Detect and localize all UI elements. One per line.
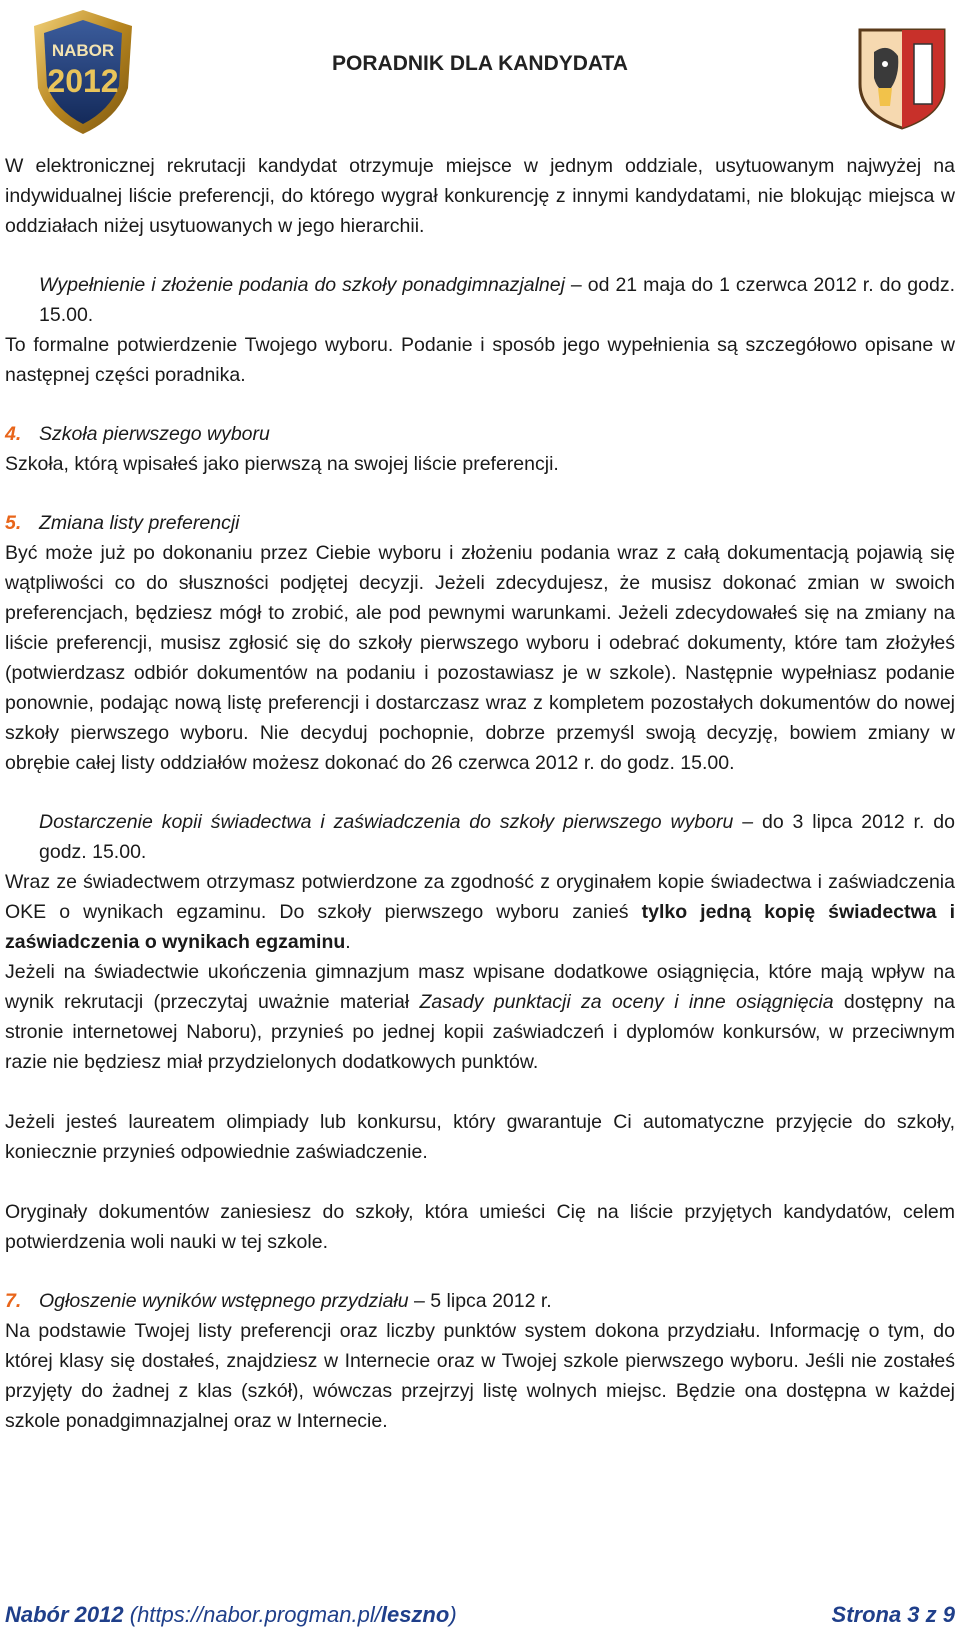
section-number xyxy=(5,807,39,837)
section-body: To formalne potwierdzenie Twojego wyboru. Podanie i sposób jego wypełnienia są szczegółowo opisane w następnej części poradnika. xyxy=(5,334,955,386)
section-body: Na podstawie Twojej listy preferencji oraz liczby punktów system dokona przydziału. Informację o tym, do której klasy się dostałeś, znajdziesz w Internecie oraz w Twojej szkole pierwszego wyboru. Jeśli nie zostałeś przyjęty do żadnej z klas (szkół), wówczas przejrzyj listę wolnych miejsc. Będzie ona dostępna w każdej szkole ponadgimnazjalnej oraz w Internecie. xyxy=(5,1320,955,1432)
page-header-title: PORADNIK DLA KANDYDATA xyxy=(332,52,628,75)
section-body-4: Oryginały dokumentów zaniesiesz do szkoły, która umieści Cię na liście przyjętych kandydatów, celem potwierdzenia woli nauki w tej szkole. xyxy=(5,1201,955,1253)
nabor-2012-logo xyxy=(28,8,138,136)
section-7 xyxy=(5,1286,955,1436)
footer-source: Nabór 2012 (https://nabor.progman.pl/leszno) xyxy=(5,1602,457,1627)
section-date: – od 21 maja do 1 czerwca 2012 r. do godz. 15.00. xyxy=(39,274,955,326)
section-title: Zmiana listy preferencji xyxy=(39,512,240,534)
document-reference: Zasady punktacji za oceny i inne osiągnięcia xyxy=(419,991,834,1013)
section-body-1: Wraz ze świadectwem otrzymasz potwierdzone za zgodność z oryginałem kopie świadectwa i zaświadczenia OKE o wynikach egzaminu. Do szkoły pierwszego wyboru zanieś tylko jedną kopię świadectwa i zaświadczenia o wynikach egzaminu. xyxy=(5,871,955,953)
section-number xyxy=(5,270,39,300)
section-date: – do 3 lipca 2012 r. do godz. 15.00. xyxy=(39,811,955,863)
section-date: – 5 lipca 2012 r. xyxy=(408,1290,552,1312)
section-4 xyxy=(5,419,955,479)
footer-url[interactable]: (https://nabor.progman.pl/leszno) xyxy=(123,1602,457,1627)
intro-paragraph: W elektronicznej rekrutacji kandydat otrzymuje miejsce w jednym oddziale, usytuowanym najwyżej na indywidualnej liście preferencji, do którego wygrał konkurencję z innymi kandydatami, nie blokując miejsca w oddziałach niżej usytuowanych w jego hierarchii. xyxy=(5,155,955,237)
section-title: Ogłoszenie wyników wstępnego przydziału xyxy=(39,1290,409,1312)
section-body-3: Jeżeli jesteś laureatem olimpiady lub konkursu, który gwarantuje Ci automatyczne przyjęcie do szkoły, koniecznie przynieś odpowiednie zaświadczenie. xyxy=(5,1111,955,1163)
document-body xyxy=(5,151,955,1436)
section-title: Wypełnienie i złożenie podania do szkoły ponadgimnazjalnej xyxy=(39,274,565,296)
section-title: Szkoła pierwszego wyboru xyxy=(39,423,270,445)
section-6 xyxy=(5,807,955,1257)
page-header xyxy=(0,0,960,148)
section-5 xyxy=(5,508,955,778)
svg-text:NABOR: NABOR xyxy=(51,41,115,60)
section-title: Dostarczenie kopii świadectwa i zaświadczenia do szkoły pierwszego wyboru xyxy=(39,811,734,833)
section-number: 4. xyxy=(5,423,22,445)
section-3 xyxy=(5,270,955,390)
section-number: 7. xyxy=(5,1290,22,1312)
page-footer xyxy=(5,1594,955,1634)
emphasis-text: tylko jedną kopię świadectwa i zaświadczenia o wynikach egzaminu xyxy=(5,901,955,953)
section-body: Być może już po dokonaniu przez Ciebie wyboru i złożeniu podania wraz z całą dokumentacją pojawią się wątpliwości co do słuszności podjętej decyzji. Jeżeli zdecydujesz, że musisz dokonać zmian w swoich preferencjach, będziesz mógł to zrobić, ale pod pewnymi warunkami. Jeżeli zdecydowałeś się na zmiany na liście preferencji, musisz zgłosić się do szkoły pierwszego wyboru i odebrać dokumenty, które tam złożyłeś (potwierdzasz odbiór dokumentów na podaniu i pozostawiasz je w szkole). Następnie wypełniasz podanie ponownie, podając nową listę preferencji i dostarczasz wraz z kompletem pozostałych dokumentów do nowej szkoły pierwszego wyboru. Nie decyduj pochopnie, dobrze przemyśl swoją decyzję, bowiem zmiany w obrębie całej listy oddziałów możesz dokonać do 26 czerwca 2012 r. do godz. 15.00. xyxy=(5,542,955,774)
section-number: 5. xyxy=(5,512,22,534)
section-body: Szkoła, którą wpisałeś jako pierwszą na swojej liście preferencji. xyxy=(5,453,559,475)
city-coat-of-arms-icon xyxy=(852,22,952,132)
page-number: Strona 3 z 9 xyxy=(831,1602,955,1627)
section-body-2: Jeżeli na świadectwie ukończenia gimnazjum masz wpisane dodatkowe osiągnięcia, które mają wpływ na wynik rekrutacji (przeczytaj uważnie materiał Zasady punktacji za oceny i inne osiągnięcia dostępny na stronie internetowej Naboru), przynieś po jednej kopii zaświadczeń i dyplomów konkursów, w przeciwnym razie nie będziesz miał przydzielonych dodatkowych punktów. xyxy=(5,961,956,1073)
svg-text:2012: 2012 xyxy=(47,63,119,99)
